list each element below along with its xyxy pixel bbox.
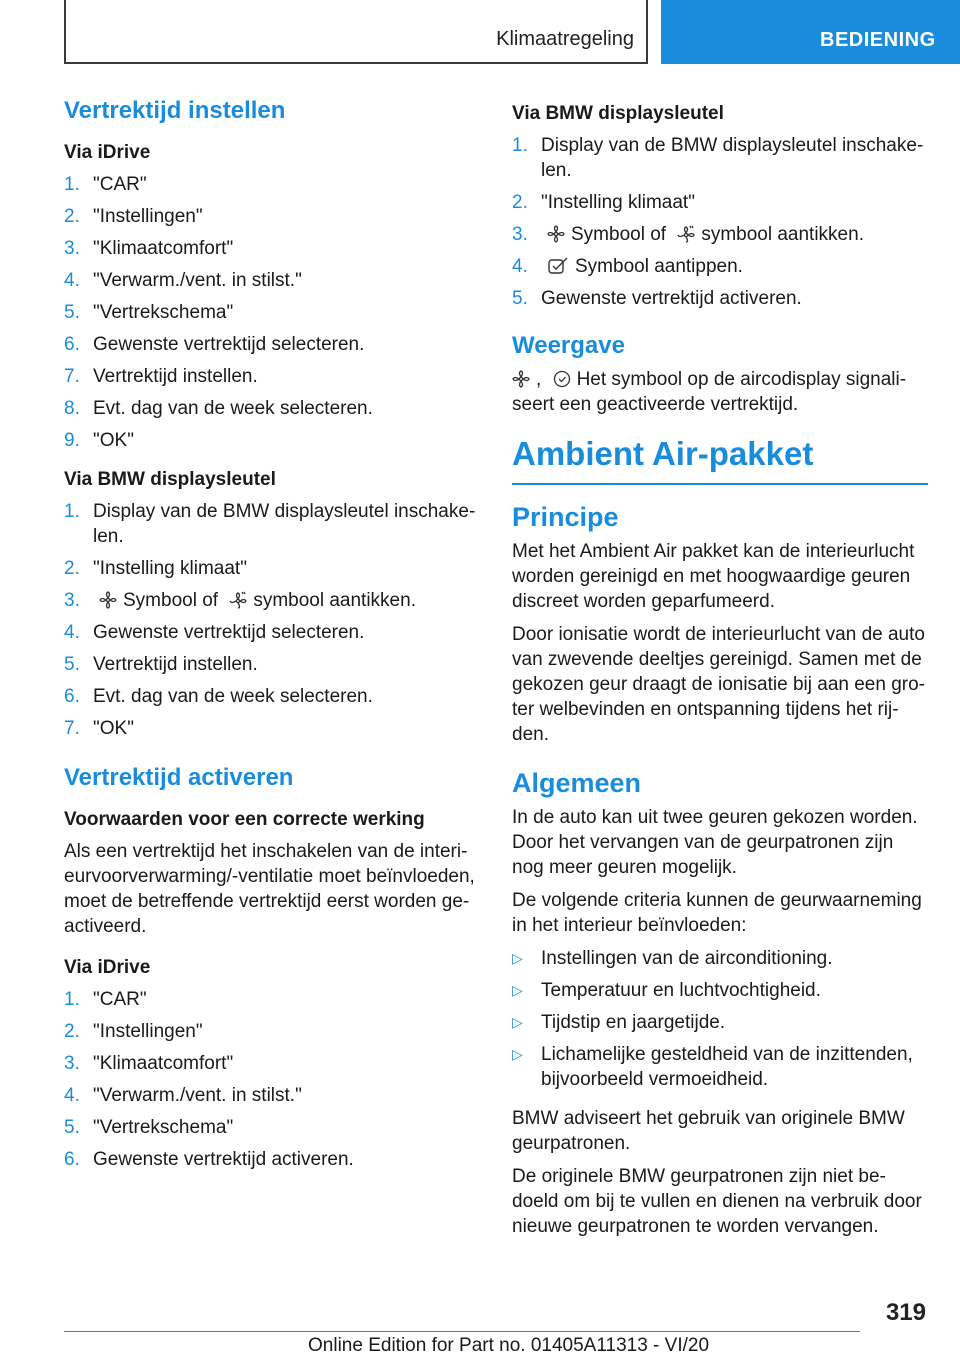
- paragraph-weergave: , Het symbool op de aircodisplay signali‐seert een geactiveerde vertrektijd.: [512, 369, 907, 415]
- list-item: 1. Display van de BMW displaysleutel inschake‐len.: [512, 135, 924, 181]
- paragraph-voorwaarden: Als een vertrektijd het inschakelen van de interi‐eurvoorverwarming/-ventilatie moet beïnvloeden, moet de betreffende vertrektijd eerst worden ge‐activeerd.: [64, 841, 475, 937]
- list-item: 5. "Vertrekschema": [64, 1117, 234, 1138]
- left-column: [64, 96, 480, 1186]
- footer-divider: [64, 1331, 860, 1332]
- list-item: 1. "CAR": [64, 174, 147, 195]
- paragraph-principe-2: Door ionisatie wordt de interieurlucht van de auto van zwevende deeltjes gereinigd. Samen met de gekozen geur draagt de ionisatie bij aan een gro‐ter welbevinden en ontspanning tijdens het rij‐den.: [512, 624, 926, 745]
- timer-icon: [553, 370, 571, 388]
- subheading-via-idrive-2: Via iDrive: [64, 957, 151, 978]
- list-item: 7. Vertrektijd instellen.: [64, 366, 258, 387]
- list-item: ▷ Instellingen van de airconditioning.: [512, 948, 833, 969]
- list-item: 6. Gewenste vertrektijd activeren.: [64, 1149, 354, 1170]
- heat-fan-icon: [229, 591, 247, 609]
- heat-fan-icon: [677, 225, 695, 243]
- tab-bediening[interactable]: BEDIENING: [661, 0, 960, 64]
- list-item: 5. Gewenste vertrektijd activeren.: [512, 288, 802, 309]
- list-item: 3. "Klimaatcomfort": [64, 238, 234, 259]
- list-item: 3. "Klimaatcomfort": [64, 1053, 234, 1074]
- triangle-bullet-icon: ▷: [512, 1014, 523, 1030]
- list-item: 2. "Instelling klimaat": [512, 192, 695, 213]
- subheading-via-displaysleutel: Via BMW displaysleutel: [64, 469, 276, 490]
- checkbox-icon: [547, 257, 569, 275]
- triangle-bullet-icon: ▷: [512, 982, 523, 998]
- list-item: ▷ Tijdstip en jaargetijde.: [512, 1012, 726, 1033]
- chapter-title: Ambient Air-pakket: [512, 435, 928, 485]
- list-item: 3. Symbool of symbool aantikken.: [512, 224, 864, 245]
- criteria-list: [512, 946, 928, 1092]
- list-item: 5. Vertrektijd instellen.: [64, 654, 258, 675]
- list-item: 9. "OK": [64, 430, 134, 451]
- list-item: 4. "Verwarm./vent. in stilst.": [64, 270, 302, 291]
- subheading-voorwaarden: Voorwaarden voor een correcte werking: [64, 809, 425, 830]
- paragraph-algemeen-2: De volgende criteria kunnen de geurwaarneming in het interieur beïnvloeden:: [512, 890, 922, 936]
- list-item: ▷ Temperatuur en luchtvochtigheid.: [512, 980, 821, 1001]
- list-item: 4. "Verwarm./vent. in stilst.": [64, 1085, 302, 1106]
- footer-edition: Online Edition for Part no. 01405A11313 - VI/20: [308, 1335, 710, 1356]
- fan-icon: [99, 591, 117, 609]
- heading-principe: Principe: [512, 502, 619, 532]
- right-column: [512, 96, 928, 1247]
- paragraph-algemeen-1: In de auto kan uit twee geuren gekozen worden. Door het vervangen van de geurpatronen zijn nog meer geuren mogelijk.: [512, 807, 918, 878]
- list-item: 1. "CAR": [64, 989, 147, 1010]
- triangle-bullet-icon: ▷: [512, 1046, 523, 1062]
- idrive-steps-list: [64, 172, 480, 453]
- section-title: Klimaatregeling: [496, 28, 634, 50]
- page-number: 319: [885, 1299, 926, 1326]
- list-item: ▷ Lichamelijke gesteldheid van de inzittenden, bijvoorbeeld vermoeidheid.: [512, 1044, 913, 1090]
- list-item: 2. "Instelling klimaat": [64, 558, 247, 579]
- subheading-via-displaysleutel-2: Via BMW displaysleutel: [512, 103, 724, 124]
- list-item: 4. Gewenste vertrektijd selecteren.: [64, 622, 365, 643]
- list-item: 7. "OK": [64, 718, 134, 739]
- fan-icon: [547, 225, 565, 243]
- triangle-bullet-icon: ▷: [512, 950, 523, 966]
- displaysleutel-steps-list: [64, 499, 480, 741]
- list-item: 6. Evt. dag van de week selecteren.: [64, 686, 373, 707]
- heading-algemeen: Algemeen: [512, 768, 642, 798]
- heading-vertrektijd-instellen: Vertrektijd instellen: [64, 97, 286, 124]
- list-item: 2. "Instellingen": [64, 1021, 203, 1042]
- displaysleutel-activate-steps-list: [512, 133, 928, 311]
- paragraph-algemeen-4: De originele BMW geurpatronen zijn niet be‐doeld om bij te vullen en dienen na verbruik door nieuwe geurpatronen te worden vervangen.: [512, 1166, 922, 1237]
- idrive-activate-steps-list: [64, 987, 480, 1172]
- list-item: 2. "Instellingen": [64, 206, 203, 227]
- list-item: 8. Evt. dag van de week selecteren.: [64, 398, 373, 419]
- list-item: 1. Display van de BMW displaysleutel inschake‐len.: [64, 501, 476, 547]
- heading-vertrektijd-activeren: Vertrektijd activeren: [64, 764, 294, 791]
- list-item: 4. Symbool aantippen.: [512, 256, 743, 277]
- fan-icon: [512, 370, 530, 388]
- paragraph-principe-1: Met het Ambient Air pakket kan de interieurlucht worden gereinigd en met hoogwaardige geuren discreet worden geparfumeerd.: [512, 541, 915, 612]
- list-item: 6. Gewenste vertrektijd selecteren.: [64, 334, 365, 355]
- heading-weergave: Weergave: [512, 332, 625, 359]
- paragraph-algemeen-3: BMW adviseert het gebruik van originele BMW geurpatronen.: [512, 1108, 905, 1154]
- subheading-via-idrive: Via iDrive: [64, 142, 151, 163]
- list-item: 3. Symbool of symbool aantikken.: [64, 590, 416, 611]
- list-item: 5. "Vertrekschema": [64, 302, 234, 323]
